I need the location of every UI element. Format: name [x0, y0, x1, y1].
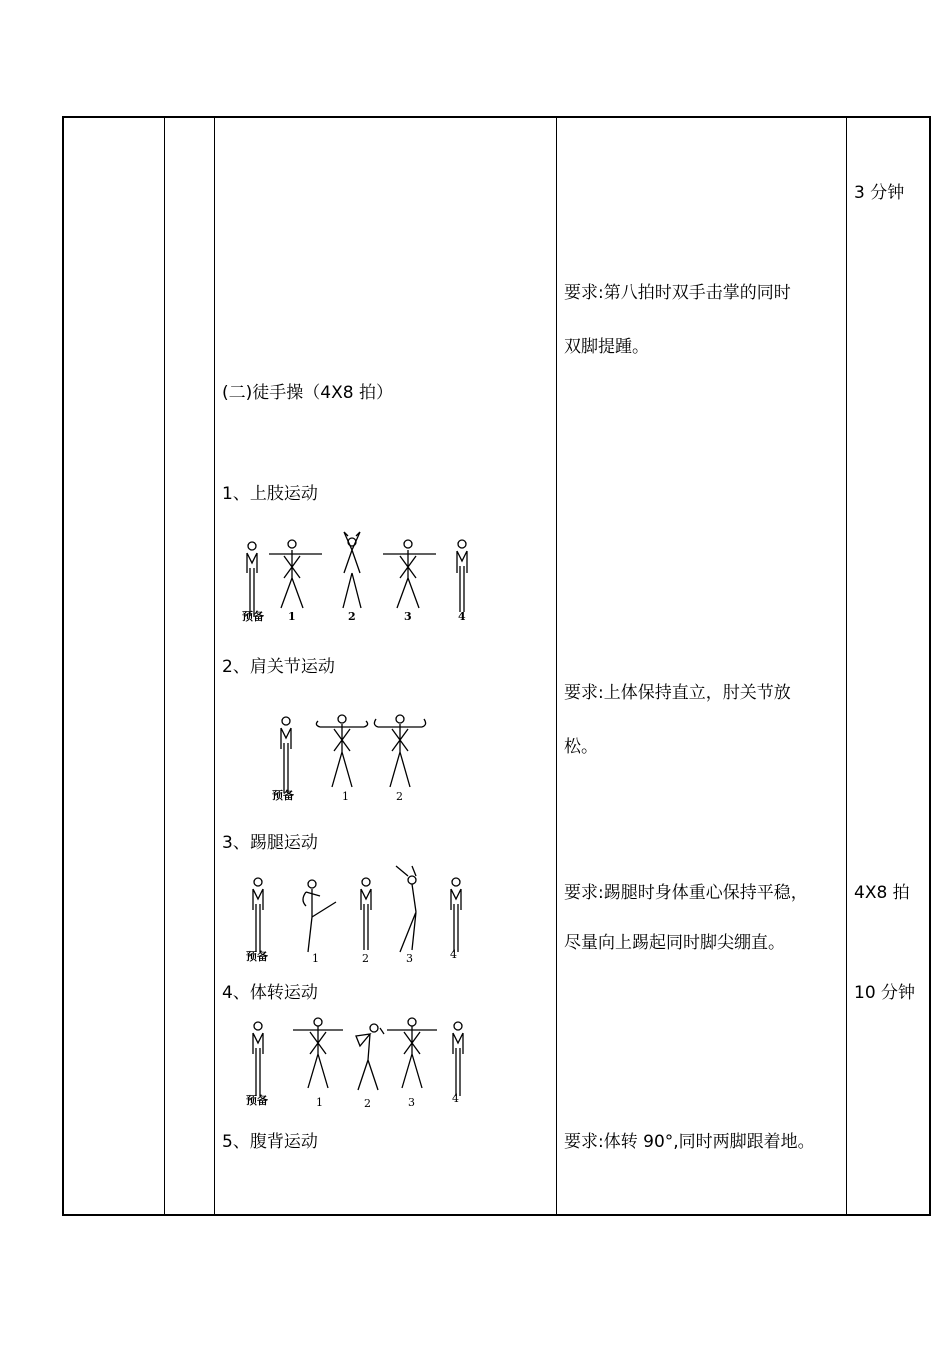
upper-limb-exercise-figure: [236, 528, 476, 628]
requirement-text: 尽量向上踢起同时脚尖绷直。: [564, 933, 785, 953]
column-divider: [214, 118, 215, 1214]
requirement-text: 要求:上体保持直立，肘关节放: [564, 683, 791, 703]
figure-label: 1: [288, 610, 296, 623]
shoulder-exercise-figure: [270, 707, 450, 807]
figure-label: 4: [452, 1092, 459, 1105]
figure-label: 2: [362, 952, 369, 965]
figure-label: 3: [408, 1096, 415, 1109]
exercise-title: 4、体转运动: [222, 983, 318, 1003]
lesson-table: [62, 116, 931, 1216]
figure-label: 2: [364, 1097, 371, 1110]
figure-label: 预备: [246, 950, 268, 963]
exercise-title: 2、肩关节运动: [222, 657, 335, 677]
requirement-text: 松。: [564, 737, 598, 757]
figure-label: 预备: [272, 789, 294, 802]
figure-label: 1: [316, 1096, 323, 1109]
kick-exercise-figure: [240, 862, 470, 967]
requirement-text: 双脚提踵。: [564, 337, 649, 357]
section-heading: (二)徒手操（4X8 拍）: [222, 383, 393, 403]
exercise-title: 3、踢腿运动: [222, 833, 318, 853]
figure-label: 4: [458, 610, 466, 623]
column-divider: [846, 118, 847, 1214]
requirement-text: 要求:踢腿时身体重心保持平稳，: [564, 883, 808, 903]
time-value: 10 分钟: [854, 983, 916, 1003]
requirement-text: 要求:体转 90°,同时两脚跟着地。: [564, 1132, 815, 1152]
exercise-title: 5、腹背运动: [222, 1132, 318, 1152]
exercise-title: 1、上肢运动: [222, 484, 318, 504]
column-divider: [164, 118, 165, 1214]
figure-label: 2: [396, 790, 403, 803]
figure-label: 预备: [246, 1094, 268, 1107]
figure-label: 1: [312, 952, 319, 965]
figure-label: 3: [404, 610, 412, 623]
figure-label: 4: [450, 948, 457, 961]
figure-label: 预备: [242, 610, 264, 623]
time-value: 4X8 拍: [854, 883, 910, 903]
figure-label: 1: [342, 790, 349, 803]
trunk-rotation-figure: [240, 1012, 470, 1112]
figure-label: 3: [406, 952, 413, 965]
figure-label: 2: [348, 610, 356, 623]
column-divider: [556, 118, 557, 1214]
time-value: 3 分钟: [854, 183, 905, 203]
requirement-text: 要求:第八拍时双手击掌的同时: [564, 283, 791, 303]
